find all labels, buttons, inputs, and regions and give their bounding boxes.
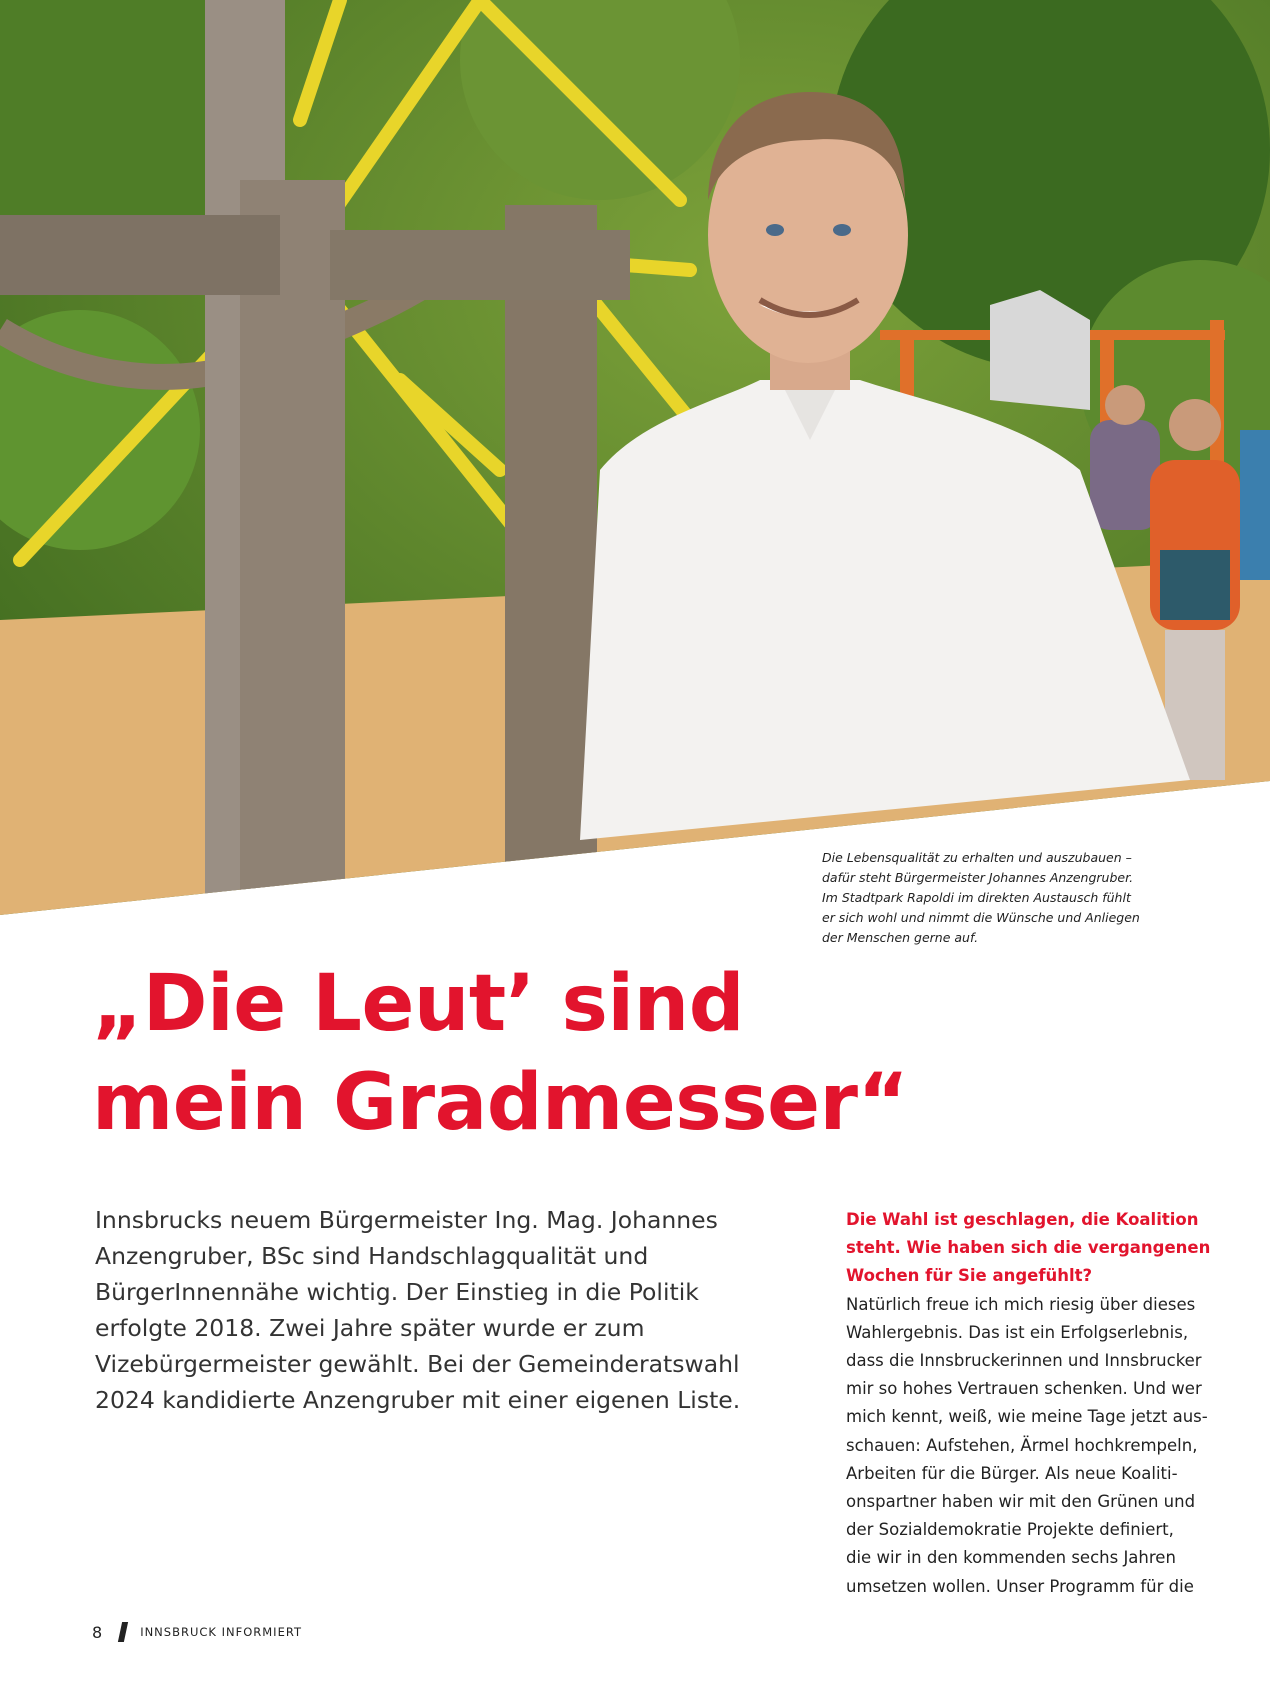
caption-line: der Menschen gerne auf.	[822, 930, 979, 945]
answer-line: dass die Innsbruckerinnen und Innsbrucker	[846, 1351, 1202, 1371]
slash-divider-icon	[118, 1622, 128, 1642]
intro-paragraph	[95, 1202, 741, 1418]
intro-line: 2024 kandidierte Anzengruber mit einer eigenen Liste.	[95, 1386, 741, 1414]
caption-line: dafür steht Bürgermeister Johannes Anzengruber.	[822, 870, 1134, 885]
caption-line: Im Stadtpark Rapoldi im direkten Austausch fühlt	[822, 890, 1131, 905]
answer-line: umsetzen wollen. Unser Programm für die	[846, 1576, 1194, 1596]
intro-line: Innsbrucks neuem Bürgermeister Ing. Mag. Johannes	[95, 1206, 718, 1234]
interview-question	[846, 1206, 1211, 1291]
interview-answer	[846, 1291, 1208, 1601]
intro-line: BürgerInnennähe wichtig. Der Einstieg in die Politik	[95, 1278, 699, 1306]
answer-line: onspartner haben wir mit den Grünen und	[846, 1492, 1196, 1512]
answer-line: mir so hohes Vertrauen schenken. Und wer	[846, 1379, 1202, 1399]
photo-caption	[822, 848, 1152, 948]
caption-line: er sich wohl und nimmt die Wünsche und Anliegen	[822, 910, 1140, 925]
answer-line: Wahlergebnis. Das ist ein Erfolgserlebnis,	[846, 1322, 1189, 1342]
answer-line: Natürlich freue ich mich riesig über dieses	[846, 1294, 1196, 1314]
answer-line: die wir in den kommenden sechs Jahren	[846, 1548, 1176, 1568]
question-line: steht. Wie haben sich die vergangenen	[846, 1238, 1211, 1258]
headline-line-2: mein Gradmesser“	[92, 1058, 909, 1148]
question-line: Die Wahl ist geschlagen, die Koalition	[846, 1210, 1199, 1229]
page-number: 8	[92, 1622, 103, 1642]
publication-name: INNSBRUCK INFORMIERT	[140, 1625, 303, 1639]
answer-line: der Sozialdemokratie Projekte definiert,	[846, 1520, 1174, 1540]
answer-line: schauen: Aufstehen, Ärmel hochkrempeln,	[846, 1435, 1198, 1455]
caption-line: Die Lebensqualität zu erhalten und auszubauen –	[822, 850, 1132, 865]
intro-line: erfolgte 2018. Zwei Jahre später wurde er zum	[95, 1314, 645, 1342]
intro-line: Anzengruber, BSc sind Handschlagqualität und	[95, 1242, 649, 1270]
page-footer	[92, 1620, 302, 1644]
answer-line: mich kennt, weiß, wie meine Tage jetzt aus-	[846, 1407, 1208, 1427]
answer-line: Arbeiten für die Bürger. Als neue Koaliti-	[846, 1463, 1178, 1483]
question-line: Wochen für Sie angefühlt?	[846, 1266, 1093, 1286]
intro-line: Vizebürgermeister gewählt. Bei der Gemeinderatswahl	[95, 1350, 740, 1378]
headline	[92, 955, 908, 1153]
interview-column	[846, 1206, 1211, 1601]
headline-line-1: „Die Leut’ sind	[92, 959, 745, 1049]
